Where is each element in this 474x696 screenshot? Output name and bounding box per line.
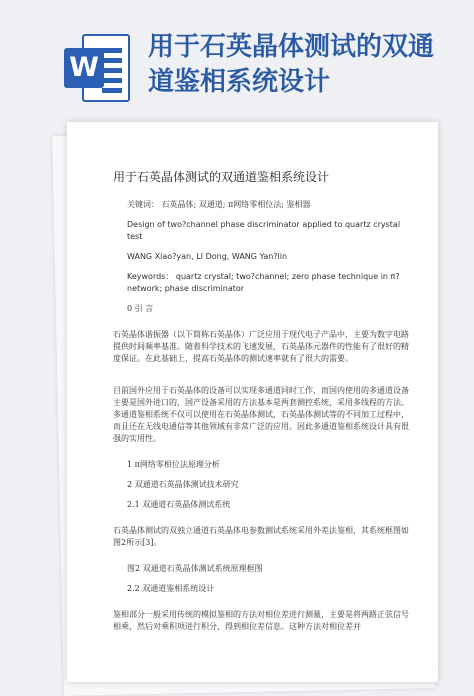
paragraph-2: 目前国外应用于石英晶体的设备可以实现多通道同时工作，而国内使用的多通道设备主要是国外进口的，国产设备采用的方法基本是两套测控系统，采用多线程的方法。多通道鉴相系统不仅可以使用在石英晶体测试，石英晶体测试等的不同加工过程中，而且还在无线电通信等其他领域有非常广泛的应用。因此多通道鉴相系统设计具有很强的实用性。 — [113, 386, 409, 443]
word-letter-tile: W — [64, 48, 104, 88]
english-keywords: Keywords： quartz crystal; two?channel; zero phase technique in π?network; phase discriminator — [127, 272, 400, 293]
banner-title: 用于石英晶体测试的双通道鉴相系统设计 — [148, 32, 435, 97]
section-2-1: 2.1 双通道石英晶体测试系统 — [127, 500, 231, 509]
paragraph-4: 鉴相部分一般采用传统的模拟鉴相的方法对相位差进行测量，主要是将两路正弦信号相乘，然后对乘积项进行积分，得到相位差信息。这种方法对相位差并 — [113, 610, 409, 631]
english-title: Design of two?channel phase discriminator applied to quartz crystal test — [127, 220, 401, 241]
word-document-icon — [64, 30, 132, 106]
document-content — [113, 168, 413, 633]
section-2-2: 2.2 双通道鉴相系统设计 — [127, 584, 215, 593]
english-authors: WANG Xiao?yan, LI Dong, WANG Yan?lin — [127, 252, 288, 261]
section-2: 2 双通道石英晶体测试技术研究 — [127, 480, 239, 489]
figure-2-caption: 图2 双通道石英晶体测试系统原理框图 — [127, 564, 263, 573]
document-page — [67, 122, 438, 682]
section-1: 1 π网络零相位法原理分析 — [127, 460, 220, 469]
paragraph-3: 石英晶体测试的双独立通道石英晶体电参数测试系统采用外差法鉴相，其系统框图如图2所示[3]。 — [113, 526, 409, 547]
section-introduction: 0 引 言 — [127, 304, 154, 313]
keywords-cn: 关键词： 石英晶体; 双通道; π网络零相位法; 鉴相器 — [127, 200, 311, 209]
paragraph-1: 石英晶体谐振器（以下简称石英晶体）广泛应用于现代电子产品中，主要为数字电路提供时间频率基准。随着科学技术的飞速发展，石英晶体元器件的性能有了很好的精度保证。在此基础上，提高石英晶体的测试速率就有了很大的需要。 — [113, 330, 409, 363]
document-title: 用于石英晶体测试的双通道鉴相系统设计 — [113, 170, 330, 184]
